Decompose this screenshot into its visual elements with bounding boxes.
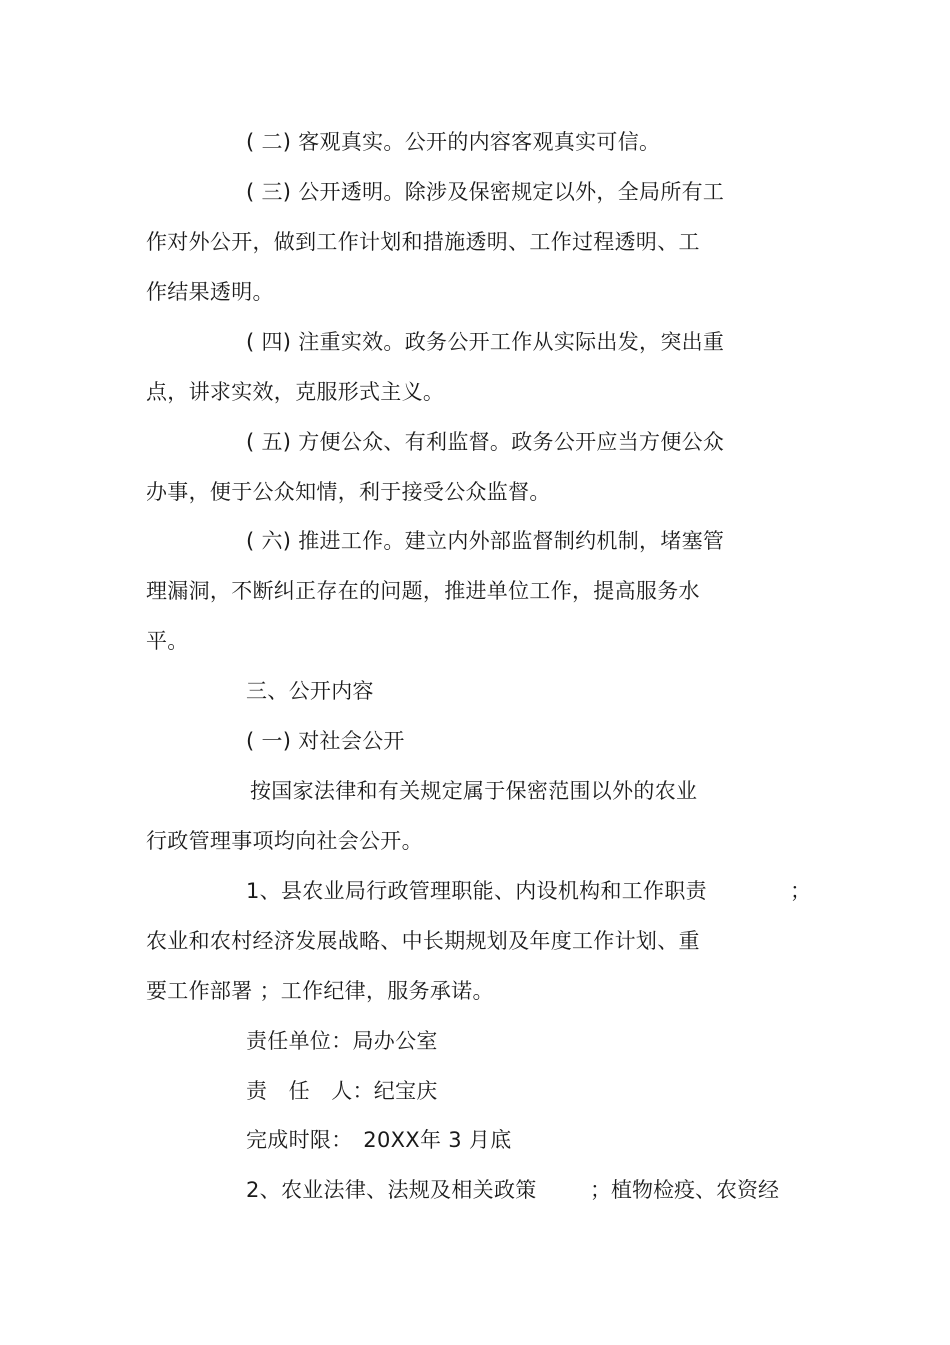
paragraph-line: 1、县农业局行政管理职能、内设机构和工作职责 bbox=[246, 879, 707, 903]
line-end-semicolon: ； bbox=[790, 879, 811, 903]
paragraph-line-continuation: ；植物检疫、农资经 bbox=[590, 1178, 779, 1202]
paragraph-line: 农业和农村经济发展战略、中长期规划及年度工作计划、重 bbox=[146, 929, 700, 953]
paragraph-line: 作对外公开，做到工作计划和措施透明、工作过程透明、工 bbox=[146, 230, 700, 254]
responsible-unit: 责任单位：局办公室 bbox=[246, 1029, 438, 1053]
section-heading: 三、公开内容 bbox=[246, 679, 374, 703]
paragraph-line: 按国家法律和有关规定属于保密范围以外的农业 bbox=[250, 779, 698, 803]
paragraph-line: 2、农业法律、法规及相关政策 bbox=[246, 1178, 537, 1202]
subsection-heading: ( 一) 对社会公开 bbox=[246, 729, 405, 753]
responsible-person: 责 任 人：纪宝庆 bbox=[246, 1079, 438, 1103]
paragraph-line: ( 四) 注重实效。政务公开工作从实际出发，突出重 bbox=[246, 330, 725, 354]
paragraph-line: 办事，便于公众知情，利于接受公众监督。 bbox=[146, 480, 551, 504]
paragraph-line: ( 六) 推进工作。建立内外部监督制约机制，堵塞管 bbox=[246, 529, 725, 553]
paragraph-line: 点，讲求实效，克服形式主义。 bbox=[146, 380, 445, 404]
deadline: 完成时限： 20XX年 3 月底 bbox=[246, 1128, 512, 1152]
paragraph-line: 要工作部署 ；工作纪律，服务承诺。 bbox=[146, 979, 494, 1003]
paragraph-line: 作结果透明。 bbox=[146, 280, 274, 304]
paragraph-line: ( 三) 公开透明。除涉及保密规定以外，全局所有工 bbox=[246, 180, 725, 204]
paragraph-line: ( 五) 方便公众、有利监督。政务公开应当方便公众 bbox=[246, 430, 725, 454]
paragraph-line: 理漏洞，不断纠正存在的问题，推进单位工作，提高服务水 bbox=[146, 579, 700, 603]
paragraph-line: 平。 bbox=[146, 629, 189, 653]
paragraph-line: 行政管理事项均向社会公开。 bbox=[146, 829, 423, 853]
paragraph-line: ( 二) 客观真实。公开的内容客观真实可信。 bbox=[246, 130, 661, 154]
